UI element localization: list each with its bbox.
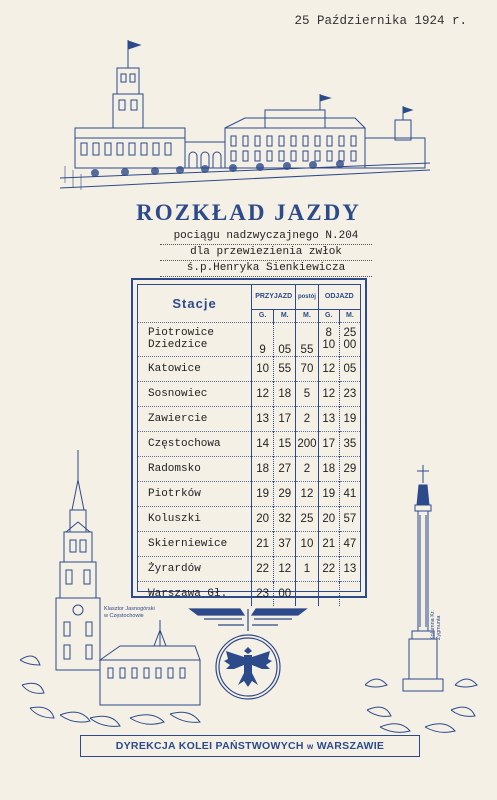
departure-hour bbox=[318, 581, 339, 606]
arrival-minute: 18 bbox=[274, 381, 296, 406]
arrival-hour: 18 bbox=[252, 456, 274, 481]
eagle-icon bbox=[224, 647, 272, 687]
station-name: Koluszki bbox=[138, 506, 252, 531]
arrival-minute: 12 bbox=[274, 556, 296, 581]
footer-text-directorate: DYREKCJA KOLEI PAŃSTWOWYCH bbox=[115, 740, 304, 752]
table-row bbox=[138, 406, 360, 431]
stop-header: postój bbox=[296, 285, 318, 309]
sub-header: G. bbox=[318, 309, 339, 322]
footer-banner bbox=[80, 735, 420, 757]
arrival-header: PRZYJAZD bbox=[252, 285, 296, 309]
arrival-hour: 14 bbox=[252, 431, 274, 456]
arrival-hour: 10 bbox=[252, 356, 274, 381]
stop-minutes: 1 bbox=[296, 556, 318, 581]
monastery-tower-illustration bbox=[20, 450, 210, 740]
document-date: 25 Października 1924 r. bbox=[294, 14, 467, 28]
subtitle-line: dla przewiezienia zwłok bbox=[160, 245, 372, 261]
stop-minutes: 55 bbox=[296, 322, 318, 356]
footer-text-connector: w bbox=[307, 742, 314, 751]
subtitle-line: pociągu nadzwyczajnego N.204 bbox=[160, 229, 372, 245]
stop-minutes: 2 bbox=[296, 456, 318, 481]
document-title: ROZKŁAD JAZDY bbox=[136, 200, 361, 225]
departure-minute: 47 bbox=[339, 531, 360, 556]
departure-minute: 41 bbox=[339, 481, 360, 506]
sub-header: G. bbox=[252, 309, 274, 322]
station-name: Częstochowa bbox=[138, 431, 252, 456]
arrival-minute: 17 bbox=[274, 406, 296, 431]
sub-header: M. bbox=[274, 309, 296, 322]
arrival-hour: 9 bbox=[252, 322, 274, 356]
departure-hour: 22 bbox=[318, 556, 339, 581]
departure-minute bbox=[339, 581, 360, 606]
departure-minute: 19 bbox=[339, 406, 360, 431]
station-name: Warszawa Gł. bbox=[138, 581, 252, 606]
arrival-minute: 32 bbox=[274, 506, 296, 531]
departure-hour: 20 bbox=[318, 506, 339, 531]
departure-hour: 18 bbox=[318, 456, 339, 481]
departure-minute: 23 bbox=[339, 381, 360, 406]
stop-minutes: 200 bbox=[296, 431, 318, 456]
stop-minutes: 2 bbox=[296, 406, 318, 431]
station-name: Radomsko bbox=[138, 456, 252, 481]
arrival-hour: 22 bbox=[252, 556, 274, 581]
station-name: Skierniewice bbox=[138, 531, 252, 556]
departure-minute: 05 bbox=[339, 356, 360, 381]
station-name: Żyrardów bbox=[138, 556, 252, 581]
table-row bbox=[138, 356, 360, 381]
arrival-hour: 12 bbox=[252, 381, 274, 406]
column-caption: Kolumna Kr. Zygmunta bbox=[430, 610, 442, 640]
departure-hour: 8 10 bbox=[318, 322, 339, 356]
sub-header: M. bbox=[296, 309, 318, 322]
station-name: Piotrowice Dziedzice bbox=[138, 322, 252, 356]
station-building-illustration bbox=[55, 38, 435, 198]
stop-minutes: 25 bbox=[296, 506, 318, 531]
arrival-minute: 15 bbox=[274, 431, 296, 456]
monastery-caption: Klasztor Jasnogórski w Częstochowie bbox=[104, 606, 155, 619]
departure-minute: 35 bbox=[339, 431, 360, 456]
subtitle-block bbox=[160, 229, 372, 277]
departure-header: ODJAZD bbox=[318, 285, 360, 309]
arrival-hour: 13 bbox=[252, 406, 274, 431]
stop-minutes: 10 bbox=[296, 531, 318, 556]
station-name: Piotrków bbox=[138, 481, 252, 506]
station-name: Zawiercie bbox=[138, 406, 252, 431]
departure-hour: 19 bbox=[318, 481, 339, 506]
station-name: Sosnowiec bbox=[138, 381, 252, 406]
departure-hour: 12 bbox=[318, 381, 339, 406]
departure-minute: 29 bbox=[339, 456, 360, 481]
departure-minute: 25 00 bbox=[339, 322, 360, 356]
subtitle-line: ś.p.Henryka Sienkiewicza bbox=[160, 261, 372, 277]
arrival-minute: 55 bbox=[274, 356, 296, 381]
arrival-minute: 29 bbox=[274, 481, 296, 506]
station-name: Katowice bbox=[138, 356, 252, 381]
sigismund-column-illustration bbox=[365, 465, 480, 735]
arrival-hour: 21 bbox=[252, 531, 274, 556]
arrival-minute: 27 bbox=[274, 456, 296, 481]
departure-hour: 21 bbox=[318, 531, 339, 556]
arrival-hour: 20 bbox=[252, 506, 274, 531]
departure-minute: 13 bbox=[339, 556, 360, 581]
departure-hour: 12 bbox=[318, 356, 339, 381]
table-row bbox=[138, 322, 360, 356]
stop-minutes: 12 bbox=[296, 481, 318, 506]
stop-minutes bbox=[296, 581, 318, 606]
stations-header: Stacje bbox=[172, 295, 217, 311]
table-row bbox=[138, 381, 360, 406]
departure-hour: 17 bbox=[318, 431, 339, 456]
arrival-minute: 05 bbox=[274, 322, 296, 356]
railway-emblem bbox=[188, 605, 308, 715]
arrival-minute: 00 bbox=[274, 581, 296, 606]
stop-minutes: 5 bbox=[296, 381, 318, 406]
arrival-hour: 23 bbox=[252, 581, 274, 606]
arrival-hour: 19 bbox=[252, 481, 274, 506]
stop-minutes: 70 bbox=[296, 356, 318, 381]
departure-minute: 57 bbox=[339, 506, 360, 531]
footer-text-city: WARSZAWIE bbox=[316, 740, 385, 752]
arrival-minute: 37 bbox=[274, 531, 296, 556]
sub-header: M. bbox=[339, 309, 360, 322]
departure-hour: 13 bbox=[318, 406, 339, 431]
